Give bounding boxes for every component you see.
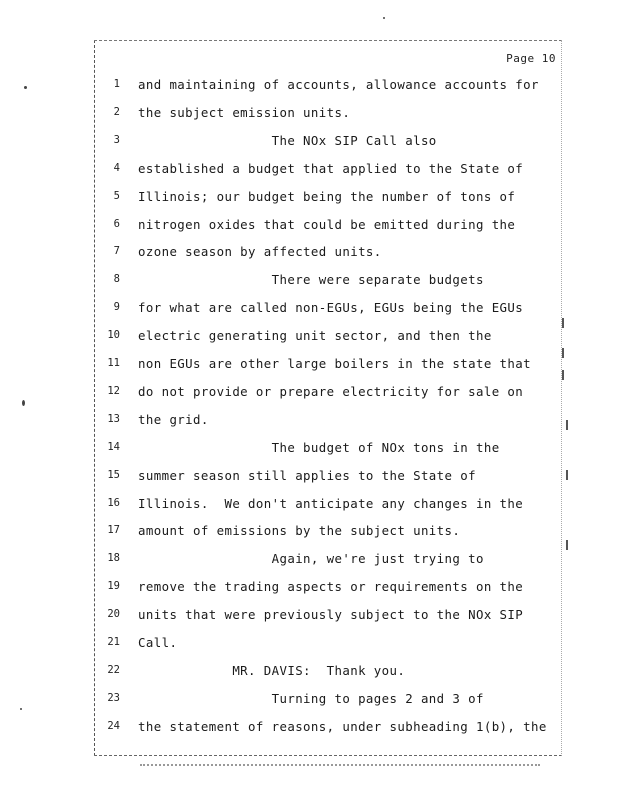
transcript-line: Again, we're just trying to: [138, 551, 484, 567]
transcript-line: MR. DAVIS: Thank you.: [138, 662, 406, 678]
scan-margin-mark: [566, 470, 568, 480]
transcript-line: Turning to pages 2 and 3 of: [138, 690, 484, 706]
line-number: 14: [107, 440, 120, 453]
scan-bottom-noise: [140, 760, 540, 766]
scan-speck: [383, 17, 385, 19]
transcript-line: the statement of reasons, under subheading 1(b), the: [138, 718, 547, 734]
transcript-line: The budget of NOx tons in the: [138, 439, 500, 455]
page-number-label: Page 10: [506, 52, 556, 65]
scan-margin-mark: [562, 318, 564, 328]
transcript-line: nitrogen oxides that could be emitted during the: [138, 216, 516, 232]
line-number: 4: [113, 161, 120, 174]
line-number: 2: [113, 105, 120, 118]
transcript-line: non EGUs are other large boilers in the state that: [138, 356, 531, 371]
line-number: 16: [107, 496, 120, 509]
line-number: 12: [107, 384, 120, 397]
line-number: 23: [107, 691, 120, 704]
line-number: 1: [113, 78, 120, 90]
line-number: 9: [113, 301, 120, 314]
transcript-line: Call.: [138, 635, 178, 650]
scan-speck: [24, 86, 27, 89]
transcript-line: established a budget that applied to the State of: [138, 160, 524, 176]
transcript-line: The NOx SIP Call also: [138, 132, 437, 148]
transcript-line: and maintaining of accounts, allowance accounts for: [138, 77, 539, 92]
line-number: 22: [107, 663, 120, 676]
line-number: 8: [113, 273, 120, 286]
transcript-line: do not provide or prepare electricity for sale on: [138, 383, 524, 399]
line-number: 20: [107, 608, 120, 621]
line-number: 13: [107, 412, 120, 425]
scan-speck: [22, 400, 25, 406]
scan-margin-mark: [562, 348, 564, 358]
transcript-line: electric generating unit sector, and then the: [138, 328, 492, 344]
line-number: 6: [113, 217, 120, 230]
transcript-line: amount of emissions by the subject units.: [138, 523, 461, 539]
scan-margin-mark: [566, 420, 568, 430]
line-number: 3: [113, 133, 120, 146]
line-number: 17: [107, 524, 120, 537]
line-number: 24: [107, 719, 120, 732]
line-number: 18: [107, 552, 120, 565]
scan-margin-mark: [566, 540, 568, 550]
transcript-line: remove the trading aspects or requirements on the: [138, 579, 524, 595]
line-number: 10: [107, 329, 120, 342]
transcript-line: the subject emission units.: [138, 104, 351, 120]
transcript-line: the grid.: [138, 411, 209, 427]
scan-margin-mark: [562, 370, 564, 380]
line-number: 11: [107, 357, 120, 369]
scan-speck: [20, 708, 22, 710]
line-number: 7: [113, 245, 120, 258]
line-number: 5: [113, 189, 120, 202]
line-number: 21: [107, 636, 120, 648]
transcript-line: summer season still applies to the State of: [138, 467, 476, 483]
transcript-line: units that were previously subject to the NOx SIP: [138, 607, 524, 623]
transcript-line: ozone season by affected units.: [138, 244, 382, 260]
line-number: 15: [107, 468, 120, 481]
transcript-line: There were separate budgets: [138, 272, 484, 288]
transcript-line: Illinois; our budget being the number of tons of: [138, 188, 516, 204]
transcript-line: for what are called non-EGUs, EGUs being the EGUs: [138, 300, 524, 316]
transcript-line: Illinois. We don't anticipate any changes in the: [138, 495, 524, 511]
line-number: 19: [107, 580, 120, 593]
